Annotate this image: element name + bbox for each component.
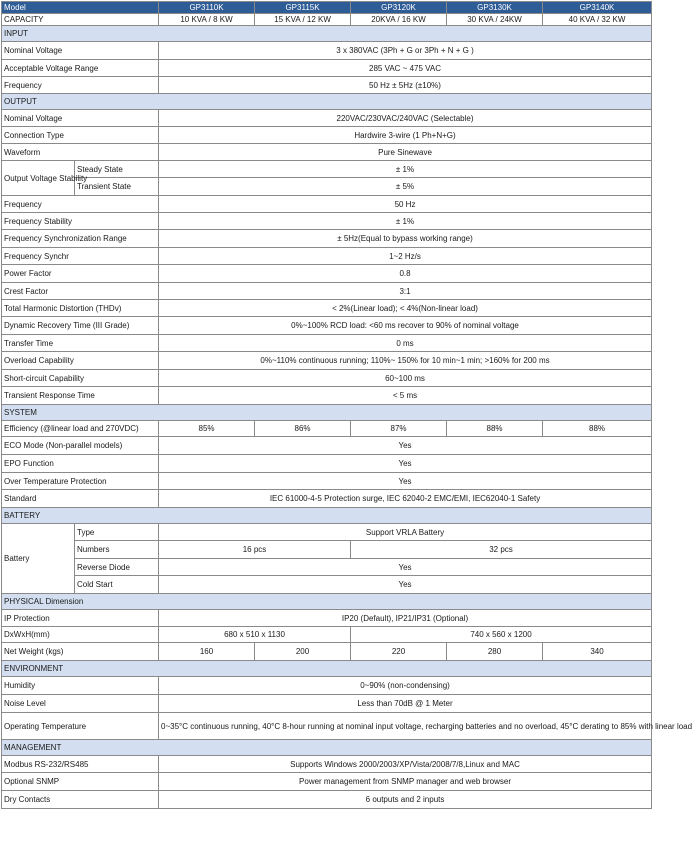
spec-row	[2, 110, 652, 127]
spec-value: 740 x 560 x 1200	[351, 627, 652, 643]
spec-label: Optional SNMP	[2, 773, 159, 791]
spec-label: Acceptable Voltage Range	[2, 60, 159, 77]
spec-label: EPO Function	[2, 455, 159, 473]
spec-row	[2, 335, 652, 352]
spec-label: Crest Factor	[2, 283, 159, 300]
spec-value: 220VAC/230VAC/240VAC (Selectable)	[159, 110, 652, 127]
capacity-row	[2, 14, 652, 26]
spec-value: Supports Windows 2000/2003/XP/Vista/2008/7/8,Linux and MAC	[159, 756, 652, 773]
spec-row	[2, 178, 652, 196]
spec-row	[2, 387, 652, 405]
spec-value: ± 1%	[159, 161, 652, 178]
spec-value: 0~35°C continuous running, 40°C 8-hour running at nominal input voltage, recharging batteries and no overload, 45°C derating to 85% with linear load	[159, 713, 652, 740]
spec-value: 0.8	[159, 265, 652, 283]
spec-value: 0~90% (non-condensing)	[159, 677, 652, 695]
section-input	[2, 26, 652, 42]
spec-value: 3 x 380VAC (3Ph + G or 3Ph + N + G )	[159, 42, 652, 60]
spec-row	[2, 756, 652, 773]
spec-sublabel: Reverse Diode	[75, 559, 159, 576]
section-title: BATTERY	[2, 508, 652, 524]
spec-value: Hardwire 3-wire (1 Ph+N+G)	[159, 127, 652, 144]
section-title: PHYSICAL Dimension	[2, 594, 652, 610]
spec-row	[2, 196, 652, 213]
section-title: ENVIRONMENT	[2, 661, 652, 677]
spec-row	[2, 541, 652, 559]
header-row	[2, 2, 652, 14]
spec-row	[2, 695, 652, 713]
spec-sublabel: Type	[75, 524, 159, 541]
spec-value: < 2%(Linear load); < 4%(Non-linear load)	[159, 300, 652, 317]
model-gp3140k: GP3140K	[543, 2, 652, 14]
section-title: SYSTEM	[2, 405, 652, 421]
spec-label: Transient Response Time	[2, 387, 159, 405]
spec-value: 50 Hz	[159, 196, 652, 213]
spec-value: Yes	[159, 437, 652, 455]
spec-row	[2, 437, 652, 455]
weight-value: 200	[255, 643, 351, 661]
weight-value: 160	[159, 643, 255, 661]
spec-row	[2, 265, 652, 283]
spec-label: Frequency Synchronization Range	[2, 230, 159, 248]
spec-value: < 5 ms	[159, 387, 652, 405]
weight-value: 340	[543, 643, 652, 661]
spec-row	[2, 283, 652, 300]
section-title: INPUT	[2, 26, 652, 42]
section-battery	[2, 508, 652, 524]
capacity-label: CAPACITY	[2, 14, 159, 26]
spec-row	[2, 230, 652, 248]
section-system	[2, 405, 652, 421]
spec-value: Less than 70dB @ 1 Meter	[159, 695, 652, 713]
section-title: OUTPUT	[2, 94, 652, 110]
spec-label: Total Harmonic Distortion (THDv)	[2, 300, 159, 317]
spec-value: Power management from SNMP manager and web browser	[159, 773, 652, 791]
spec-label: Humidity	[2, 677, 159, 695]
efficiency-value: 88%	[447, 421, 543, 437]
spec-row	[2, 248, 652, 265]
spec-row	[2, 213, 652, 230]
spec-value: ± 1%	[159, 213, 652, 230]
spec-label: Transfer Time	[2, 335, 159, 352]
efficiency-value: 87%	[351, 421, 447, 437]
spec-row	[2, 317, 652, 335]
spec-value: Yes	[159, 455, 652, 473]
spec-label: Frequency Stability	[2, 213, 159, 230]
spec-label: Modbus RS-232/RS485	[2, 756, 159, 773]
spec-row	[2, 421, 652, 437]
spec-value: 32 pcs	[351, 541, 652, 559]
section-title: MANAGEMENT	[2, 740, 652, 756]
spec-value: Yes	[159, 576, 652, 594]
spec-row	[2, 60, 652, 77]
efficiency-value: 86%	[255, 421, 351, 437]
efficiency-value: 85%	[159, 421, 255, 437]
spec-value: 0 ms	[159, 335, 652, 352]
model-gp3120k: GP3120K	[351, 2, 447, 14]
spec-value: 60~100 ms	[159, 370, 652, 387]
spec-row	[2, 370, 652, 387]
spec-row	[2, 352, 652, 370]
section-output	[2, 94, 652, 110]
spec-value: 3:1	[159, 283, 652, 300]
spec-row	[2, 791, 652, 809]
spec-label: Connection Type	[2, 127, 159, 144]
spec-value: ± 5%	[159, 178, 652, 196]
spec-value: Yes	[159, 473, 652, 490]
model-gp3130k: GP3130K	[447, 2, 543, 14]
spec-value: Yes	[159, 559, 652, 576]
spec-label: DxWxH(mm)	[2, 627, 159, 643]
spec-label: Output Voltage Stability	[2, 161, 75, 196]
spec-label: Dry Contacts	[2, 791, 159, 809]
spec-row	[2, 610, 652, 627]
spec-row	[2, 643, 652, 661]
spec-label: Frequency	[2, 196, 159, 213]
spec-sublabel: Transient State	[75, 178, 159, 196]
spec-row	[2, 77, 652, 94]
spec-value: IEC 61000-4-5 Protection surge, IEC 62040-2 EMC/EMI, IEC62040-1 Safety	[159, 490, 652, 508]
spec-value: 6 outputs and 2 inputs	[159, 791, 652, 809]
spec-label: Frequency Synchr	[2, 248, 159, 265]
spec-row	[2, 455, 652, 473]
spec-row	[2, 677, 652, 695]
spec-value: 16 pcs	[159, 541, 351, 559]
weight-value: 220	[351, 643, 447, 661]
spec-label: Standard	[2, 490, 159, 508]
spec-label: Battery	[2, 524, 75, 594]
spec-label: IP Protection	[2, 610, 159, 627]
model-gp3110k: GP3110K	[159, 2, 255, 14]
spec-value: 680 x 510 x 1130	[159, 627, 351, 643]
spec-row	[2, 473, 652, 490]
spec-row	[2, 559, 652, 576]
spec-label: Dynamic Recovery Time (III Grade)	[2, 317, 159, 335]
spec-label: Overload Capability	[2, 352, 159, 370]
spec-label: ECO Mode (Non-parallel models)	[2, 437, 159, 455]
capacity-value: 15 KVA / 12 KW	[255, 14, 351, 26]
spec-label: Net Weight (kgs)	[2, 643, 159, 661]
spec-label: Short-circuit Capability	[2, 370, 159, 387]
spec-value: Support VRLA Battery	[159, 524, 652, 541]
model-gp3115k: GP3115K	[255, 2, 351, 14]
efficiency-value: 88%	[543, 421, 652, 437]
spec-value: 50 Hz ± 5Hz (±10%)	[159, 77, 652, 94]
spec-sublabel: Numbers	[75, 541, 159, 559]
weight-value: 280	[447, 643, 543, 661]
spec-row	[2, 576, 652, 594]
spec-row	[2, 524, 652, 541]
spec-label: Efficiency (@linear load and 270VDC)	[2, 421, 159, 437]
spec-value: ± 5Hz(Equal to bypass working range)	[159, 230, 652, 248]
spec-label: Power Factor	[2, 265, 159, 283]
spec-row	[2, 490, 652, 508]
spec-label: Noise Level	[2, 695, 159, 713]
spec-value: 0%~100% RCD load: <60 ms recover to 90% of nominal voltage	[159, 317, 652, 335]
spec-row	[2, 127, 652, 144]
spec-value: Pure Sinewave	[159, 144, 652, 161]
model-header: Model	[2, 2, 159, 14]
ups-spec-table	[1, 1, 692, 809]
spec-label: Frequency	[2, 77, 159, 94]
section-physical	[2, 594, 652, 610]
spec-row	[2, 627, 652, 643]
spec-value: 0%~110% continuous running; 110%~ 150% for 10 min~1 min; >160% for 200 ms	[159, 352, 652, 370]
spec-row	[2, 713, 652, 740]
spec-value: 285 VAC ~ 475 VAC	[159, 60, 652, 77]
capacity-value: 10 KVA / 8 KW	[159, 14, 255, 26]
spec-row	[2, 300, 652, 317]
section-management	[2, 740, 652, 756]
spec-row	[2, 42, 652, 60]
spec-label: Nominal Voltage	[2, 42, 159, 60]
spec-value: IP20 (Default), IP21/IP31 (Optional)	[159, 610, 652, 627]
spec-sublabel: Steady State	[75, 161, 159, 178]
spec-sublabel: Cold Start	[75, 576, 159, 594]
capacity-value: 30 KVA / 24KW	[447, 14, 543, 26]
capacity-value: 40 KVA / 32 KW	[543, 14, 652, 26]
spec-row	[2, 161, 652, 178]
spec-label: Operating Temperature	[2, 713, 159, 740]
spec-row	[2, 144, 652, 161]
capacity-value: 20KVA / 16 KW	[351, 14, 447, 26]
spec-label: Over Temperature Protection	[2, 473, 159, 490]
section-environment	[2, 661, 652, 677]
spec-label: Nominal Voltage	[2, 110, 159, 127]
spec-label: Waveform	[2, 144, 159, 161]
spec-row	[2, 773, 652, 791]
spec-value: 1~2 Hz/s	[159, 248, 652, 265]
